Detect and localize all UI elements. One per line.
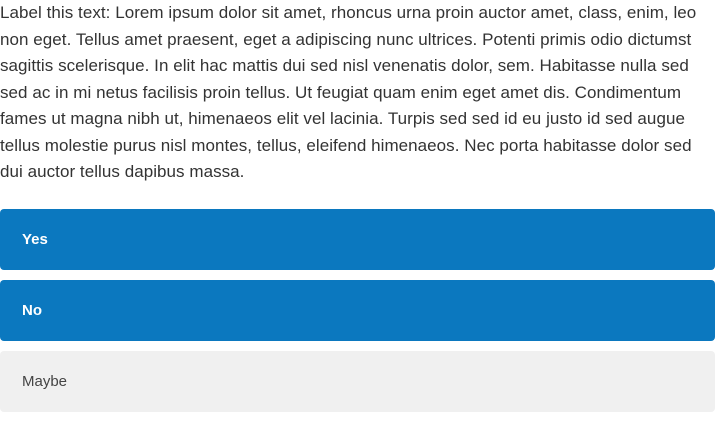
option-label: Maybe [22,373,68,390]
option-no[interactable] [0,280,715,341]
answer-option-list [0,209,715,422]
option-maybe[interactable] [0,351,715,412]
option-label: Yes [22,231,48,248]
prompt-text: Label this text: Lorem ipsum dolor sit amet, rhoncus urna proin auctor amet, class, enim, leo non eget. Tellus amet praesent, eget a adipiscing nunc ultrices. Potenti primis odio dictumst sagittis scelerisque. In elit hac mattis dui sed nisl venenatis dolor, sem. Habitasse nulla sed sed ac in mi netus facilisis proin tellus. Ut feugiat quam enim eget amet dis. Condimentum fames ut magna nibh ut, himenaeos elit vel lacinia. Turpis sed sed id eu justo id sed augue tellus molestie purus nisl montes, tellus, eleifend himenaeos. Nec porta habitasse dolor sed dui auctor tellus dapibus massa. [0,3,697,181]
option-yes[interactable] [0,209,715,270]
option-label: No [22,302,42,319]
